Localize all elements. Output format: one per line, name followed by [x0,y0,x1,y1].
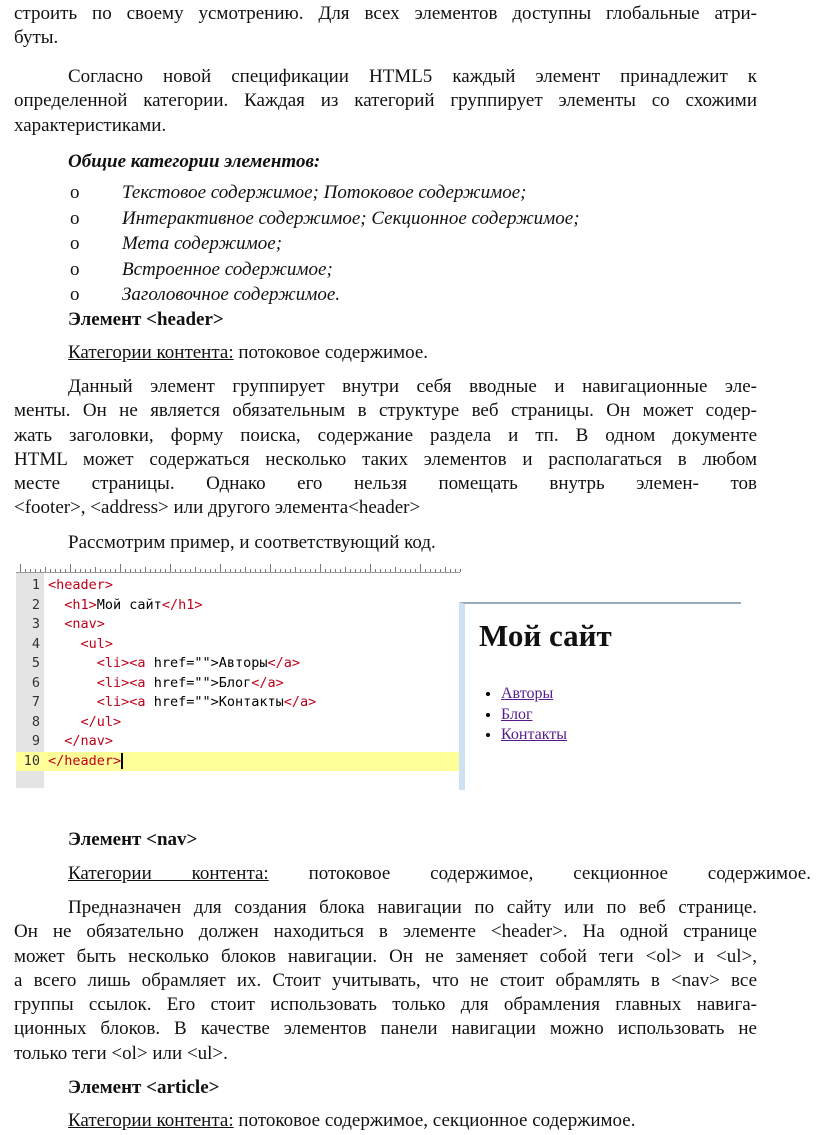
ruler-tick [440,569,441,572]
code-tag: </a> [251,674,284,691]
categories-list [14,180,757,308]
code-line [16,674,460,694]
ruler-tick [205,569,206,572]
ruler-tick [285,569,286,572]
code-tag: </h1> [161,596,203,613]
code-editor-figure [16,562,460,788]
preview-nav-item [501,705,567,726]
line-number: 8 [31,713,40,730]
browser-preview [459,602,741,790]
line-number: 2 [31,596,40,613]
ruler-tick [250,569,251,572]
text-line: группы ссылок. Его стоит использовать только для обрамления главных навига- [14,994,757,1016]
ruler-tick [70,564,71,572]
code-line [16,596,460,616]
text-line: может быть несколько блоков навигации. Он не заменяет собой теги <ol> и <ul>, [14,945,757,967]
content-categories-label: Категории контента: [68,863,269,884]
text-line: менты. Он не является обязательным в структуре веб страницы. Он может содер- [14,400,757,422]
ruler-tick [260,569,261,572]
code-tag: <h1> [64,596,97,613]
code-token [48,714,81,730]
ruler-tick [415,569,416,572]
ruler-tick [40,569,41,572]
line-number: 3 [31,616,40,632]
code-text [48,693,316,713]
ruler-tick [320,564,321,572]
header-section-title: Элемент <header> [68,309,224,330]
ruler-tick [420,564,421,572]
ruler-tick [240,569,241,572]
content-categories-label: Категории контента: [68,1110,234,1131]
line-number: 9 [31,733,40,749]
code-tag: <li><a [96,655,146,671]
ruler-tick [370,564,371,572]
ruler-tick [20,564,21,572]
ruler-tick [215,569,216,572]
ruler-tick [335,569,336,572]
list-item-text: Встроенное содержимое; [122,258,333,280]
ruler-tick [400,569,401,572]
line-number: 5 [31,655,40,671]
ruler-tick [385,569,386,572]
ruler-tick [275,569,276,572]
content-categories-value: потоковое содержимое. [233,342,429,363]
nav-section-body [14,896,757,1066]
list-marker: o [70,207,80,229]
content-categories-value: потоковое содержимое, секционное содержимое. [233,1110,636,1131]
list-item-text: Текстовое содержимое; Потоковое содержимое; [122,182,527,203]
content-categories-label: Категории контента: [68,342,234,363]
ruler-tick [190,569,191,572]
text-cursor [121,753,123,769]
ruler-tick [45,567,46,572]
text-line: <footer>, <address> или другого элемента<header> [14,497,421,519]
code-token [48,733,64,749]
code-token [48,655,97,671]
text-line: определенной категории. Каждая из категорий группирует элементы со схожими [14,90,757,112]
intro-paragraph [14,2,757,51]
ruler-tick [355,569,356,572]
code-token [48,675,97,691]
code-line [16,752,460,772]
ruler-tick [375,569,376,572]
content-categories-value: потоковое содержимое, секционное содержимое. [268,863,811,884]
ruler-tick [105,569,106,572]
ruler-tick [60,569,61,572]
ruler-tick [450,569,451,572]
ruler-tick [310,569,311,572]
list-marker: o [70,258,80,280]
ruler-tick [345,567,346,572]
code-line [16,732,460,752]
ruler-tick [115,569,116,572]
preview-site-title: Мой сайт [479,618,612,653]
line-number: 6 [31,674,40,691]
code-text [48,732,113,752]
ruler-tick [315,569,316,572]
list-marker: o [70,182,80,203]
text-line: строить по своему усмотрению. Для всех элементов доступны глобальные атри- [14,3,757,24]
ruler-tick [135,569,136,572]
ruler-tick [180,569,181,572]
ruler-tick [150,569,151,572]
ruler-tick [75,569,76,572]
ruler-tick [130,569,131,572]
ruler-tick [390,569,391,572]
code-line [16,693,460,713]
code-tag: </a> [283,694,317,710]
ruler-tick [230,569,231,572]
code-tag: <header> [48,577,114,593]
ruler-tick [55,569,56,572]
ruler-tick [270,564,271,572]
code-token: href="">Контакты [145,694,284,710]
code-text [48,752,123,772]
categories-heading: Общие категории элементов: [68,151,321,172]
preview-nav-list [479,684,567,746]
ruler-tick [445,567,446,572]
ruler-tick [225,569,226,572]
list-item-text: Мета содержимое; [122,233,283,254]
code-token [48,636,81,652]
text-line: Предназначен для создания блока навигации по сайту или по веб странице. [68,897,757,918]
ruler-tick [460,569,461,572]
code-tag: <ul> [80,635,114,652]
ruler-tick [120,564,121,572]
code-text [48,596,202,616]
code-text [48,713,121,733]
code-token: Мой сайт [96,596,162,613]
ruler-tick [220,564,221,572]
code-tag: <li><a [96,674,146,691]
code-tag: </nav> [64,733,114,749]
ruler-tick [380,569,381,572]
list-item [14,206,757,232]
header-content-categories [14,341,811,365]
list-item [14,282,757,308]
ruler-tick [245,567,246,572]
ruler-tick [200,569,201,572]
line-number: 1 [31,577,40,593]
list-item [14,231,757,257]
text-line: HTML может содержаться несколько таких элементов и располагаться в любом [14,448,757,470]
ruler-tick [295,567,296,572]
list-marker: o [70,233,80,254]
list-item [14,180,757,206]
code-token: href="">Авторы [145,655,268,671]
code-token [48,694,97,710]
ruler-tick [195,567,196,572]
ruler-tick [125,569,126,572]
text-line: Данный элемент группирует внутри себя вводные и навигационные эле- [68,376,757,397]
article-section-title: Элемент <article> [68,1077,220,1098]
ruler-tick [405,569,406,572]
text-line: буты. [14,27,59,49]
code-text [48,654,300,674]
line-number: 7 [31,694,40,710]
nav-section-title: Элемент <nav> [68,829,198,850]
preview-nav-item [501,684,567,705]
preview-nav-item [501,725,567,746]
ruler-tick [360,569,361,572]
ruler-tick [170,564,171,572]
header-section-body [14,375,757,521]
code-token [48,597,64,613]
preview-link-contacts[interactable]: Контакты [501,726,568,743]
text-line: а всего лишь обрамляет их. Стоит учитывать, что не стоит обрамлять в <nav> все [14,969,757,991]
text-line: ционных блоков. В качестве элементов панели навигации можно использовать не [14,1018,757,1040]
ruler-tick [305,569,306,572]
code-text [48,674,284,694]
ruler-tick [435,569,436,572]
code-line [16,615,460,635]
ruler-tick [95,567,96,572]
code-tag: </ul> [80,713,122,730]
preview-link-blog[interactable]: Блог [501,705,533,723]
ruler-tick [280,569,281,572]
code-tag: <li><a [96,694,146,710]
ruler-tick [30,569,31,572]
ruler-tick [110,569,111,572]
code-text [48,576,113,596]
code-line [16,713,460,733]
code-tag: </header> [48,752,122,769]
ruler-tick [365,569,366,572]
code-line [16,654,460,674]
code-text [48,615,105,635]
ruler-tick [100,569,101,572]
ruler-tick [410,569,411,572]
ruler-tick [65,569,66,572]
text-line: характеристиками. [14,114,167,136]
ruler-tick [290,569,291,572]
preview-link-authors[interactable]: Авторы [501,685,554,702]
editor-ruler [16,562,460,573]
ruler-tick [185,569,186,572]
ruler-tick [340,569,341,572]
code-line [16,576,460,596]
ruler-tick [145,567,146,572]
ruler-tick [90,569,91,572]
ruler-tick [300,569,301,572]
ruler-tick [330,569,331,572]
line-number: 4 [31,635,40,652]
code-tag: </a> [267,655,300,671]
ruler-tick [35,569,36,572]
code-line [16,635,460,655]
ruler-tick [350,569,351,572]
ruler-tick [325,569,326,572]
text-line: только теги <ol> или <ul>. [14,1042,228,1064]
list-marker: o [70,284,80,305]
ruler-tick [255,569,256,572]
ruler-tick [265,569,266,572]
ruler-tick [80,569,81,572]
ruler-tick [165,569,166,572]
text-line: Согласно новой спецификации HTML5 каждый элемент принадлежит к [68,66,757,87]
example-intro: Рассмотрим пример, и соответствующий код. [68,532,436,553]
ruler-tick [140,569,141,572]
code-token [48,616,64,632]
ruler-tick [25,569,26,572]
ruler-tick [455,569,456,572]
code-tag: <nav> [64,616,105,632]
code-text [48,635,113,655]
ruler-tick [175,569,176,572]
ruler-tick [395,567,396,572]
ruler-tick [210,569,211,572]
nav-content-categories [14,862,811,886]
spec-paragraph [14,65,757,138]
list-item-text: Заголовочное содержимое. [122,284,341,305]
ruler-tick [425,569,426,572]
list-item-text: Интерактивное содержимое; Секционное содержимое; [122,207,580,229]
ruler-tick [235,569,236,572]
ruler-tick [430,569,431,572]
ruler-tick [155,569,156,572]
article-content-categories [14,1109,811,1133]
ruler-tick [85,569,86,572]
text-line: месте страницы. Однако его нельзя помещать внутрь элемен- тов [14,473,757,495]
ruler-tick [50,569,51,572]
text-line: Он не обязательно должен находиться в элементе <header>. На одной странице [14,921,757,943]
text-line: жать заголовки, форму поиска, содержание раздела и тп. В одном документе [14,424,757,446]
line-number: 10 [23,752,40,769]
ruler-tick [160,569,161,572]
code-token: href="">Блог [145,674,252,691]
list-item [14,257,757,283]
